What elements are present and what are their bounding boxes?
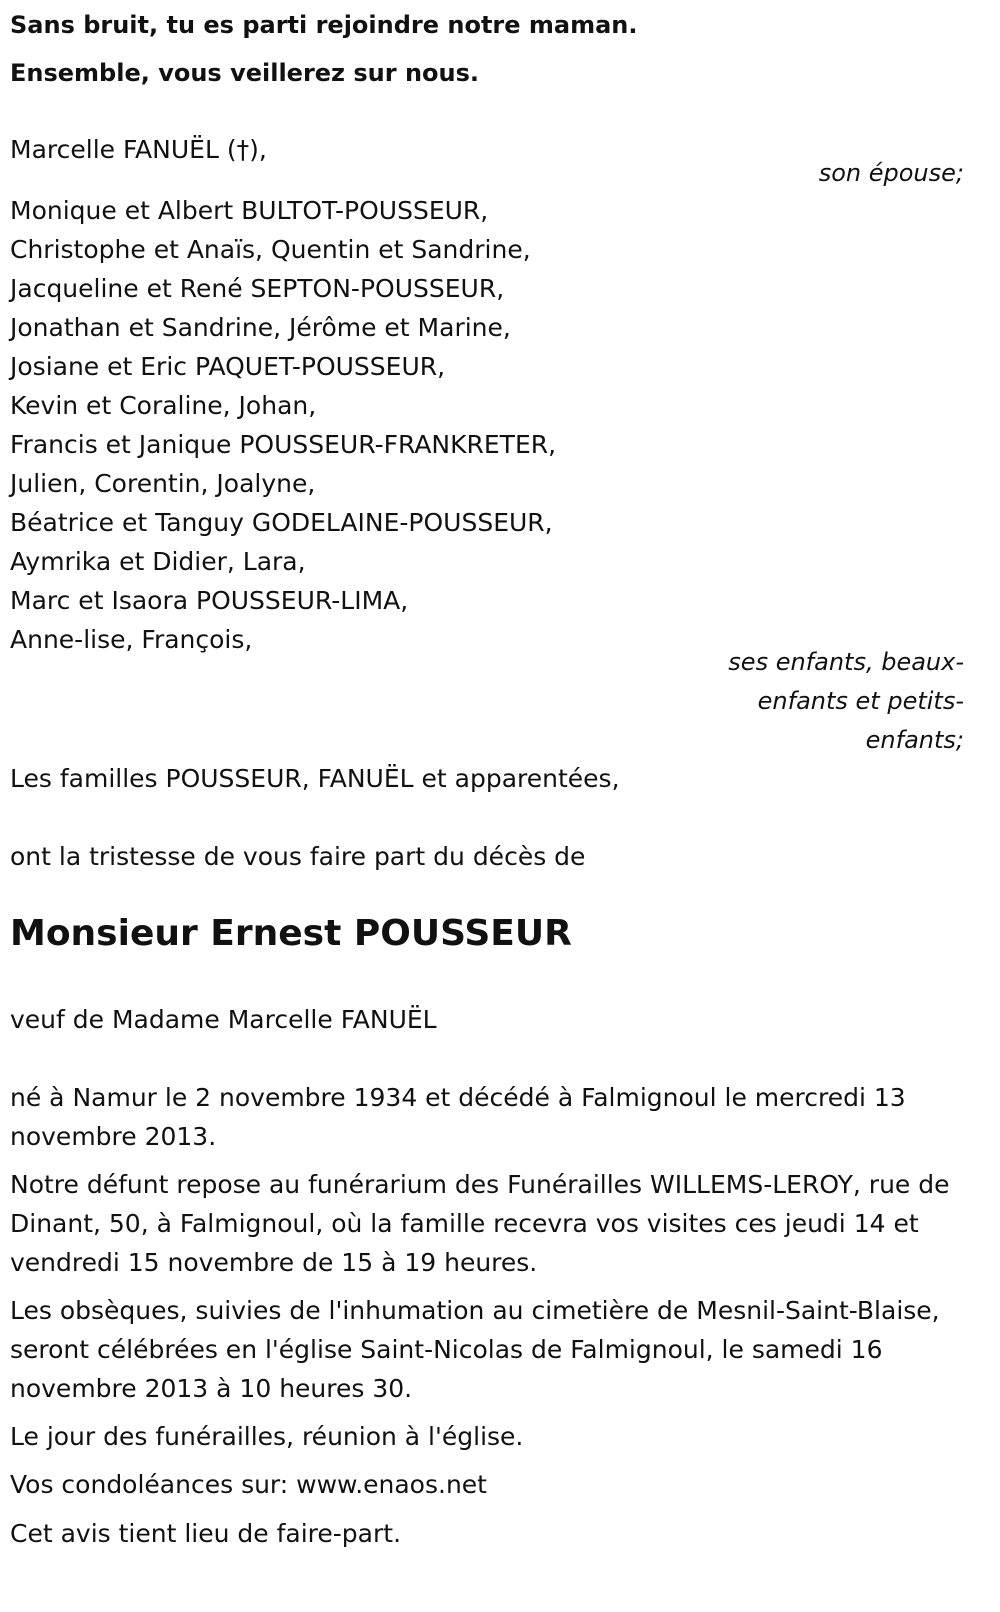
notice-paragraph: Cet avis tient lieu de faire-part. bbox=[10, 1519, 402, 1548]
spouse-role: son épouse; bbox=[818, 159, 964, 187]
family-line: Béatrice et Tanguy GODELAINE-POUSSEUR, bbox=[10, 508, 553, 537]
birth-death-paragraph: né à Namur le 2 novembre 1934 et décédé à Falmignoul le mercredi 13 novembre 2013. bbox=[10, 1083, 906, 1151]
meeting-paragraph: Le jour des funérailles, réunion à l'église. bbox=[10, 1422, 524, 1451]
family-line: Kevin et Coraline, Johan, bbox=[10, 391, 317, 420]
announcement-line: ont la tristesse de vous faire part du décès de bbox=[10, 842, 586, 871]
children-role-line-1: ses enfants, beaux- bbox=[728, 648, 964, 676]
families-line: Les familles POUSSEUR, FANUËL et apparentées, bbox=[10, 764, 620, 793]
children-role-line-3: enfants; bbox=[865, 726, 964, 754]
family-line: Marc et Isaora POUSSEUR-LIMA, bbox=[10, 586, 409, 615]
family-line: Jonathan et Sandrine, Jérôme et Marine, bbox=[10, 313, 511, 342]
intro-line-1: Sans bruit, tu es parti rejoindre notre maman. bbox=[10, 11, 638, 39]
repose-paragraph: Notre défunt repose au funérarium des Funérailles WILLEMS-LEROY, rue de Dinant, 50, à Falmignoul, où la famille recevra vos visites ces jeudi 14 et vendredi 15 novembre de 15 à 19 heures. bbox=[10, 1170, 950, 1277]
deceased-name: Monsieur Ernest POUSSEUR bbox=[10, 913, 572, 954]
family-line: Julien, Corentin, Joalyne, bbox=[10, 469, 316, 498]
family-line: Aymrika et Didier, Lara, bbox=[10, 547, 306, 576]
intro-line-2: Ensemble, vous veillerez sur nous. bbox=[10, 59, 480, 87]
family-line: Christophe et Anaïs, Quentin et Sandrine, bbox=[10, 235, 531, 264]
family-line: Monique et Albert BULTOT-POUSSEUR, bbox=[10, 196, 489, 225]
family-line: Francis et Janique POUSSEUR-FRANKRETER, bbox=[10, 430, 557, 459]
family-line: Jacqueline et René SEPTON-POUSSEUR, bbox=[10, 274, 505, 303]
condolences-paragraph: Vos condoléances sur: www.enaos.net bbox=[10, 1470, 487, 1499]
children-role-line-2: enfants et petits- bbox=[757, 687, 964, 715]
funeral-paragraph: Les obsèques, suivies de l'inhumation au cimetière de Mesnil-Saint-Blaise, seront célébrées en l'église Saint-Nicolas de Falmignoul, le samedi 16 novembre 2013 à 10 heures 30. bbox=[10, 1296, 940, 1403]
widower-line: veuf de Madame Marcelle FANUËL bbox=[10, 1005, 437, 1034]
family-line: Anne-lise, François, bbox=[10, 625, 253, 654]
family-line: Josiane et Eric PAQUET-POUSSEUR, bbox=[10, 352, 446, 381]
spouse-name: Marcelle FANUËL (†), bbox=[10, 135, 267, 164]
